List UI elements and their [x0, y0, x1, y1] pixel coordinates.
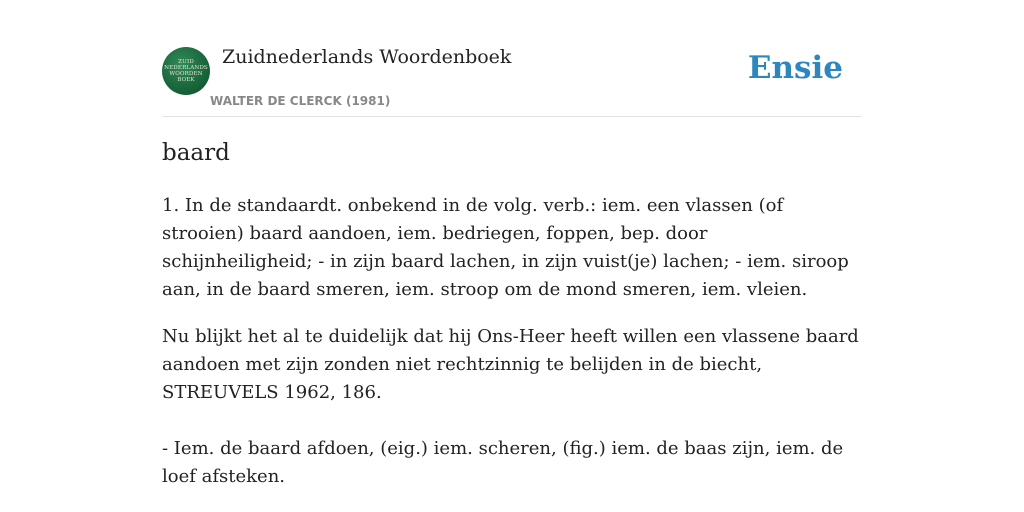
dictionary-title[interactable]: Zuidnederlands Woordenboek	[222, 46, 512, 68]
definition-paragraph: 1. In de standaardt. onbekend in de volg. verb.: iem. een vlassen (of strooien) baard aandoen, iem. bedriegen, foppen, bep. door schijnheiligheid; - in zijn baard lachen, in zijn vuist(je) lachen; - iem. siroop aan, in de baard smeren, iem. stroop om de mond smeren, iem. vleien.	[162, 195, 849, 300]
dictionary-logo[interactable]	[162, 47, 210, 95]
site-header	[162, 0, 862, 117]
ensie-logo-link[interactable]: Ensie	[747, 50, 843, 86]
logo-text: ZUID NEDERLANDS WOORDEN BOEK	[164, 59, 208, 83]
entry-headword: baard	[162, 140, 230, 166]
entry-definition	[162, 192, 862, 491]
citation-paragraph: Nu blijkt het al te duidelijk dat hij Ons-Heer heeft willen een vlassene baard aandoen met zijn zonden niet rechtzinnig te belijden in de biecht, STREUVELS 1962, 186.	[162, 326, 859, 403]
definition-paragraph: - Iem. de baard afdoen, (eig.) iem. scheren, (fig.) iem. de baas zijn, iem. de loef afsteken.	[162, 438, 844, 487]
dictionary-author: WALTER DE CLERCK (1981)	[210, 94, 391, 108]
